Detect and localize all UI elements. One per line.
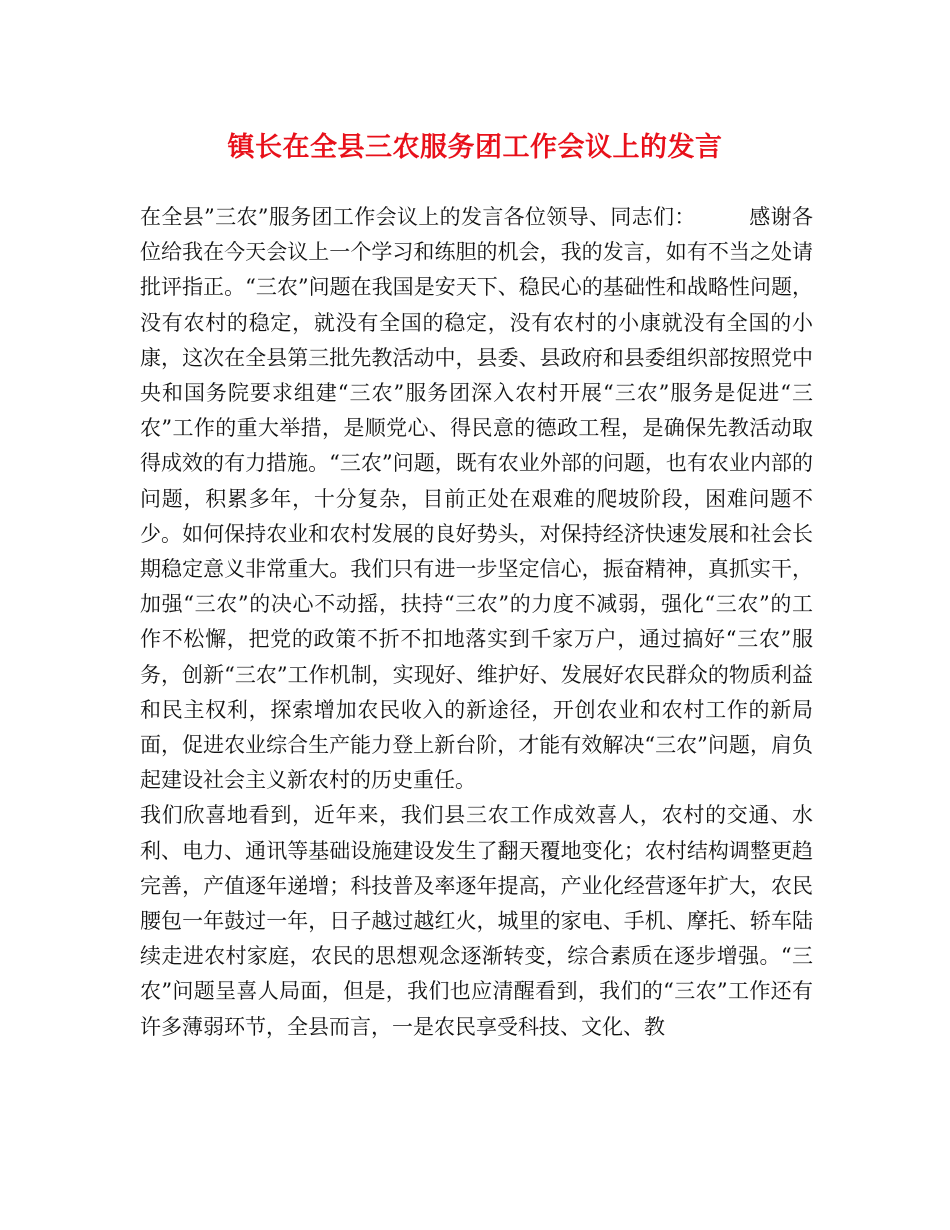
document-body: [140, 200, 813, 1045]
paragraph-1: 在全县”三农”服务团工作会议上的发言各位领导、同志们： 感谢各位给我在今天会议上一个学习和练胆的机会，我的发言，如有不当之处请批评指正。“三农”问题在我国是安天下、稳民心的基础性和战略性问题，没有农村的稳定，就没有全国的稳定，没有农村的小康就没有全国的小康，这次在全县第三批先教活动中，县委、县政府和县委组织部按照党中央和国务院要求组建“三农”服务团深入农村开展“三农”服务是促进“三农”工作的重大举措，是顺党心、得民意的德政工程，是确保先教活动取得成效的有力措施。“三农”问题，既有农业外部的问题，也有农业内部的问题，积累多年，十分复杂，目前正处在艰难的爬坡阶段，困难问题不少。如何保持农业和农村发展的良好势头，对保持经济快速发展和社会长期稳定意义非常重大。我们只有进一步坚定信心，振奋精神，真抓实干，加强“三农”的决心不动摇，扶持“三农”的力度不减弱，强化“三农”的工作不松懈，把党的政策不折不扣地落实到千家万户，通过搞好“三农”服务，创新“三农”工作机制，实现好、维护好、发展好农民群众的物质利益和民主权利，探索增加农民收入的新途径，开创农业和农村工作的新局面，促进农业综合生产能力登上新台阶，才能有效解决“三农”问题，肩负起建设社会主义新农村的历史重任。: [140, 205, 813, 793]
paragraph-2: 我们欣喜地看到，近年来，我们县三农工作成效喜人，农村的交通、水利、电力、通讯等基础设施建设发生了翻天覆地变化；农村结构调整更趋完善，产值逐年递增；科技普及率逐年提高，产业化经营逐年扩大，农民腰包一年鼓过一年，日子越过越红火，城里的家电、手机、摩托、轿车陆续走进农村家庭，农民的思想观念逐渐转变，综合素质在逐步增强。“三农”问题呈喜人局面，但是，我们也应清醒看到，我们的“三农”工作还有许多薄弱环节，全县而言，一是农民享受科技、文化、教: [140, 803, 813, 1039]
document-title: 镇长在全县三农服务团工作会议上的发言: [227, 132, 723, 163]
